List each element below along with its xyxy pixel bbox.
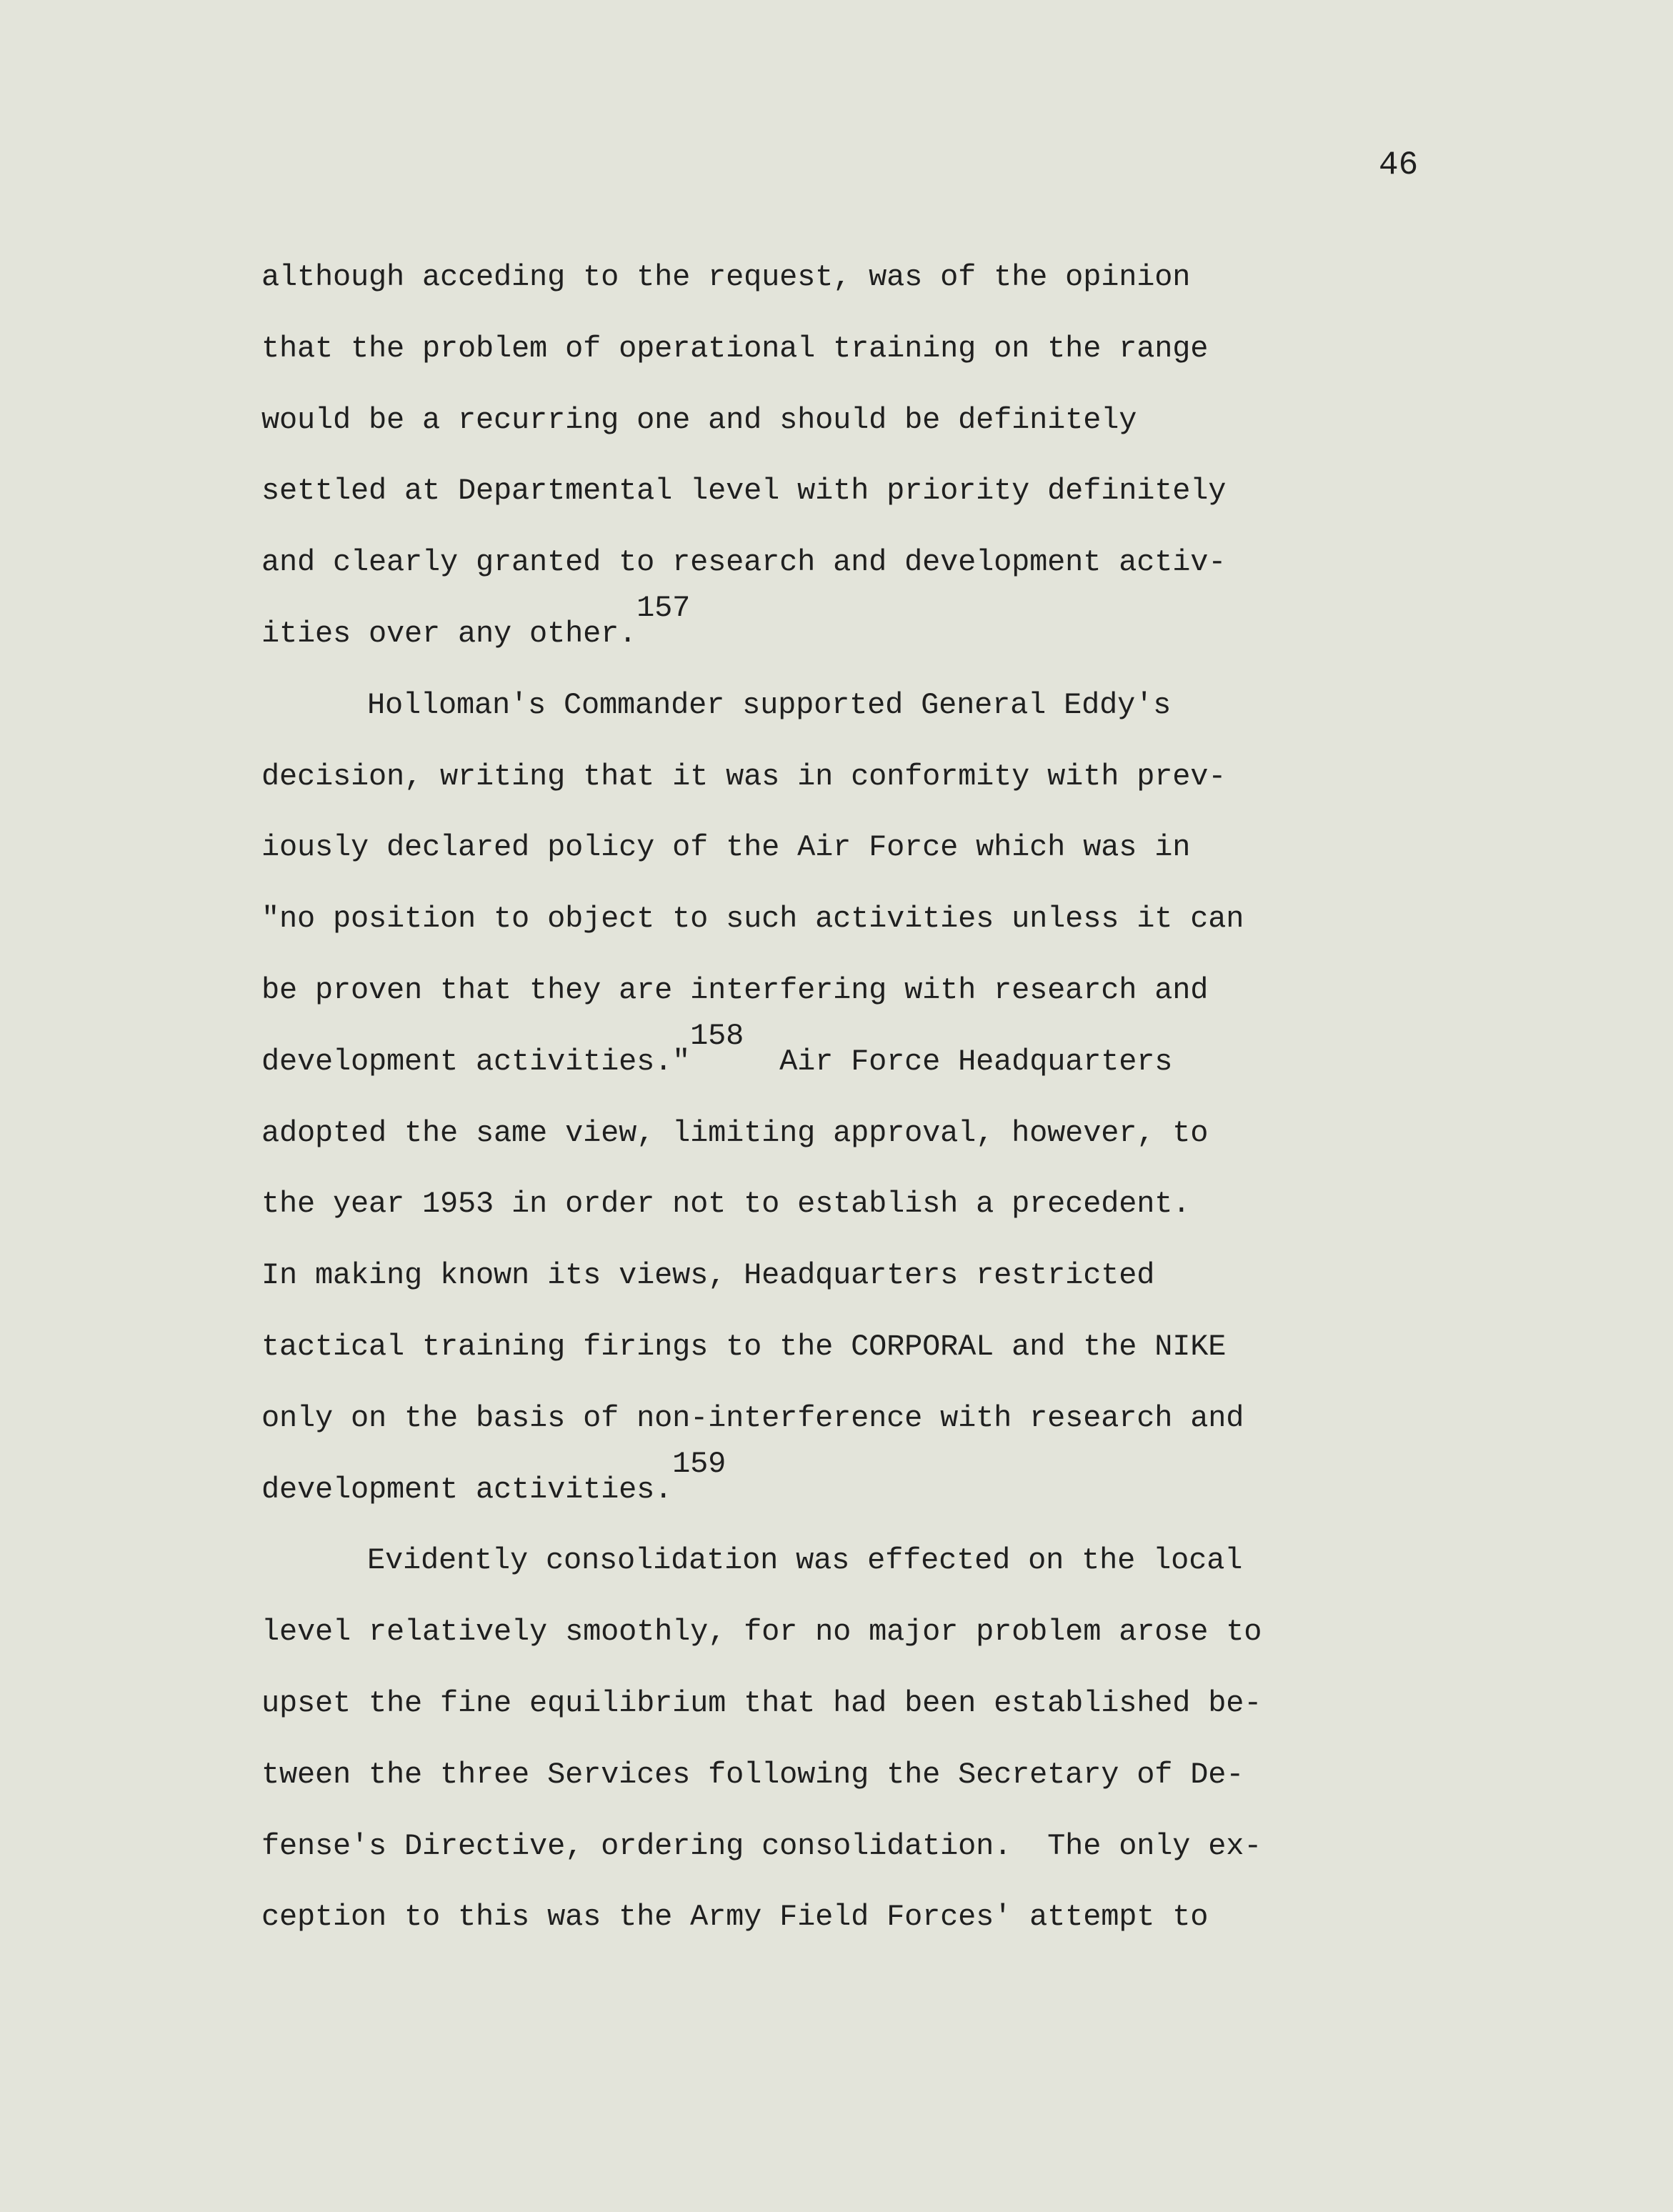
text-line: tween the three Services following the Secretary of De- [261, 1757, 1244, 1792]
document-body [261, 242, 1333, 1953]
text-line [261, 591, 1333, 670]
page-number: 46 [1379, 146, 1419, 184]
text-line: upset the fine equilibrium that had been established be- [261, 1685, 1262, 1720]
text-line [261, 1019, 1333, 1098]
text-line: would be a recurring one and should be definitely [261, 402, 1137, 437]
text-line: settled at Departmental level with priority definitely [261, 474, 1227, 509]
text-line: that the problem of operational training on the range [261, 331, 1209, 366]
text-line: In making known its views, Headquarters restricted [261, 1258, 1155, 1293]
text-line: decision, writing that it was in conformity with prev- [261, 759, 1227, 794]
footnote-marker: 158 [690, 1019, 744, 1054]
text-line: fense's Directive, ordering consolidation. The only ex- [261, 1828, 1262, 1863]
text-line: Evidently consolidation was effected on the local [367, 1543, 1243, 1578]
footnote-marker: 157 [636, 591, 691, 626]
text-line: Holloman's Commander supported General Eddy's [367, 687, 1172, 722]
line-text: development activities. [261, 1472, 673, 1507]
text-line: "no position to object to such activities unless it can [261, 902, 1244, 937]
text-line: adopted the same view, limiting approval, however, to [261, 1115, 1209, 1150]
line-text: development activities." [261, 1044, 691, 1079]
text-line: the year 1953 in order not to establish a precedent. [261, 1187, 1191, 1222]
text-line: be proven that they are interfering with research and [261, 972, 1209, 1007]
text-line: tactical training firings to the CORPORAL and the NIKE [261, 1329, 1227, 1364]
text-line: only on the basis of non-interference with research and [261, 1400, 1244, 1435]
line-text: ities over any other. [261, 616, 637, 651]
text-line: ception to this was the Army Field Forces' attempt to [261, 1900, 1209, 1935]
text-line: although acceding to the request, was of the opinion [261, 260, 1191, 294]
text-line [261, 1446, 1333, 1526]
line-text: Air Force Headquarters [744, 1044, 1173, 1079]
footnote-marker: 159 [672, 1446, 726, 1481]
text-line: level relatively smoothly, for no major problem arose to [261, 1615, 1262, 1650]
text-line: iously declared policy of the Air Force which was in [261, 830, 1191, 865]
text-line: and clearly granted to research and development activ- [261, 545, 1227, 580]
